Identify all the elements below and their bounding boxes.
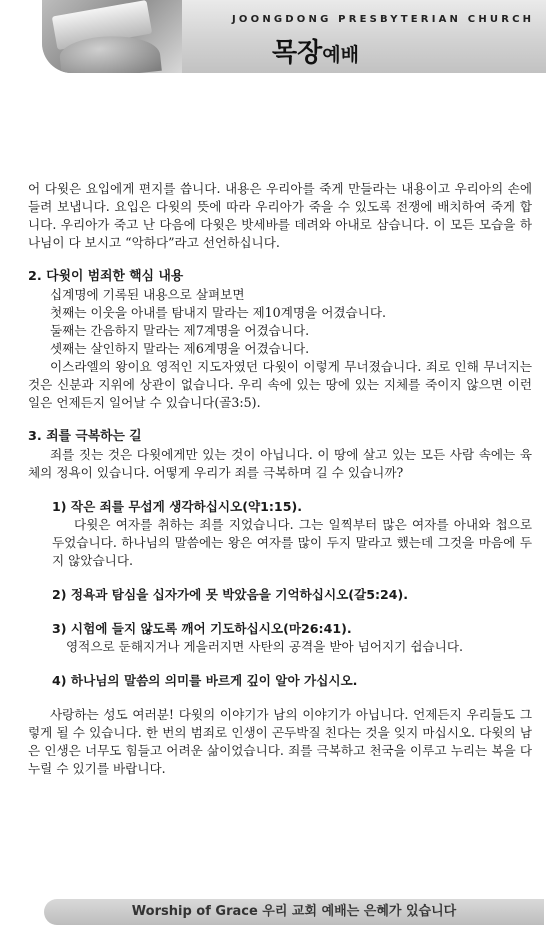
footer-banner: Worship of Grace 우리 교회 예배는 은혜가 있습니다	[44, 899, 544, 925]
bible-hands-image	[42, 0, 182, 73]
section3-heading: 3. 죄를 극복하는 길	[28, 429, 142, 444]
header-banner	[42, 0, 546, 73]
intro-paragraph: 어 다윗은 요입에게 편지를 씁니다. 내용은 우리아를 죽게 만들라는 내용이고 우리아의 손에 들려 보냅니다. 요입은 다윗의 뜻에 따라 우리아가 죽을 수 있도록 전쟁에 배치하여 죽게 합니다. 우리아가 죽고 난 다음에 다윗은 밧세바를 데려와 아내로 삼습니다. 이 모든 모습을 하나님이 다 보시고 “악하다”라고 선언하십니다.	[28, 181, 532, 250]
section2-line: 둘째는 간음하지 말라는 제7계명을 어겼습니다.	[50, 323, 310, 338]
point-title: 4) 하나님의 말씀의 의미를 바르게 깊이 알아 가십시오.	[52, 673, 358, 688]
church-name: JOONGDONG PRESBYTERIAN CHURCH	[232, 14, 535, 25]
section2-paragraph: 이스라엘의 왕이요 영적인 지도자였던 다윗이 이렇게 무너졌습니다. 죄로 인해 무너지는 것은 신분과 지위에 상관이 없습니다. 우리 속에 있는 땅에 있는 지체를 죽이지 않으면 이런 일은 언제든지 일어날 수 있습니다(골3:5).	[28, 359, 532, 410]
title-main: 목장	[272, 38, 323, 68]
point-text: 영적으로 둔해지거나 게을러지면 사탄의 공격을 받아 넘어지기 쉽습니다.	[66, 639, 463, 654]
point-text: 다윗은 여자를 취하는 죄를 지었습니다. 그는 일찍부터 많은 여자를 아내와 첩으로 두었습니다. 하나님의 말씀에는 왕은 여자를 많이 두지 말라고 했는데 그것을 마음에 두지 않았습니다.	[52, 517, 532, 568]
article-body	[28, 180, 532, 778]
point-body	[52, 638, 532, 656]
closing-paragraph: 사랑하는 성도 여러분! 다윗의 이야기가 남의 이야기가 아닙니다. 언제든지 우리들도 그렇게 될 수 있습니다. 한 번의 범죄로 인생이 곤두박질 친다는 것을 잊지 마십시오. 다윗의 남은 인생은 너무도 힘들고 어려운 삶이었습니다. 죄를 극복하고 천국을 이루고 누리는 복을 다 누릴 수 있기를 바랍니다.	[28, 707, 532, 776]
point-body	[52, 516, 532, 570]
title-sub: 예배	[322, 44, 359, 66]
point-title: 1) 작은 죄를 무섭게 생각하십시오(약1:15).	[52, 499, 302, 514]
section3-paragraph: 죄를 짓는 것은 다윗에게만 있는 것이 아닙니다. 이 땅에 살고 있는 모든 사람 속에는 육체의 정욕이 있습니다. 어떻게 우리가 죄를 극복하며 길 수 있습니까?	[28, 447, 532, 480]
section2-heading: 2. 다윗이 범죄한 핵심 내용	[28, 269, 184, 284]
point-title: 2) 정욕과 탐심을 십자가에 못 박았음을 기억하십시오(갈5:24).	[52, 587, 409, 602]
page-title	[272, 32, 359, 69]
point-title: 3) 시험에 들지 않도록 깨어 기도하십시오(마26:41).	[52, 621, 352, 636]
section2-line: 첫째는 이웃을 아내를 탐내지 말라는 제10계명을 어겼습니다.	[50, 305, 387, 320]
section2-line: 십계명에 기록된 내용으로 살펴보면	[50, 287, 245, 302]
section2-line: 셋째는 살인하지 말라는 제6계명을 어겼습니다.	[50, 341, 310, 356]
